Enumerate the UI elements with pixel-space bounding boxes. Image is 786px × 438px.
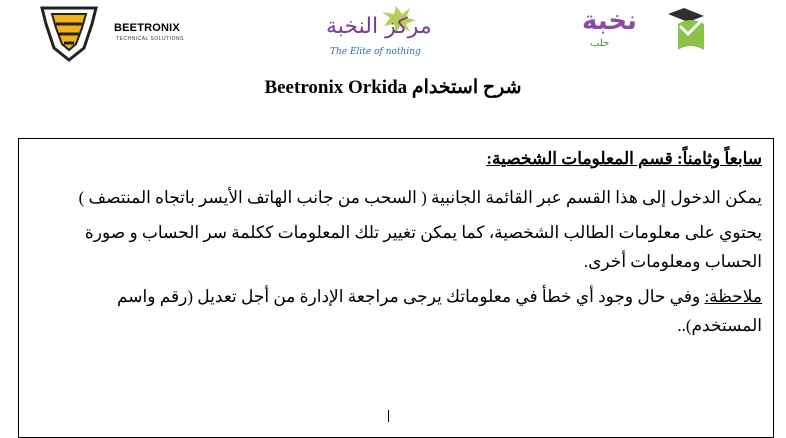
page-title: شرح استخدام Beetronix Orkida [264, 77, 522, 98]
header-logos [0, 0, 786, 70]
note-label: ملاحظة: [704, 287, 762, 306]
paragraph-access: يمكن الدخول إلى هذا القسم عبر القائمة الجانبية ( السحب من جانب الهاتف الأيسر باتجاه المنتصف ) [78, 188, 762, 207]
table-divider [388, 410, 389, 422]
elite-center-tagline: The Elite of nothing [330, 47, 421, 57]
paragraph-contents: يحتوي على معلومات الطالب الشخصية، كما يمكن تغيير تلك المعلومات ككلمة سر الحساب و صورة الحساب ومعلومات أخرى. [84, 223, 762, 271]
note-text: وفي حال وجود أي خطأ في معلوماتك يرجى مراجعة الإدارة من أجل تعديل (رقم واسم المستخدم).. [116, 287, 762, 335]
content-body [30, 144, 762, 346]
nukhba-logo-text: نخبة [582, 6, 637, 36]
elite-center-logo-text: مركز النخبة [326, 14, 432, 39]
beetronix-logo-icon [34, 4, 104, 62]
section-heading: سابعاً وثامناً: قسم المعلومات الشخصية: [486, 149, 762, 168]
paragraph-note [30, 282, 762, 340]
beetronix-logo-subtitle: TECHNICAL SOLUTIONS [116, 36, 184, 42]
nukhba-logo-subtitle: حلب [590, 38, 610, 49]
beetronix-logo-text: BEETRONIX [114, 22, 180, 34]
